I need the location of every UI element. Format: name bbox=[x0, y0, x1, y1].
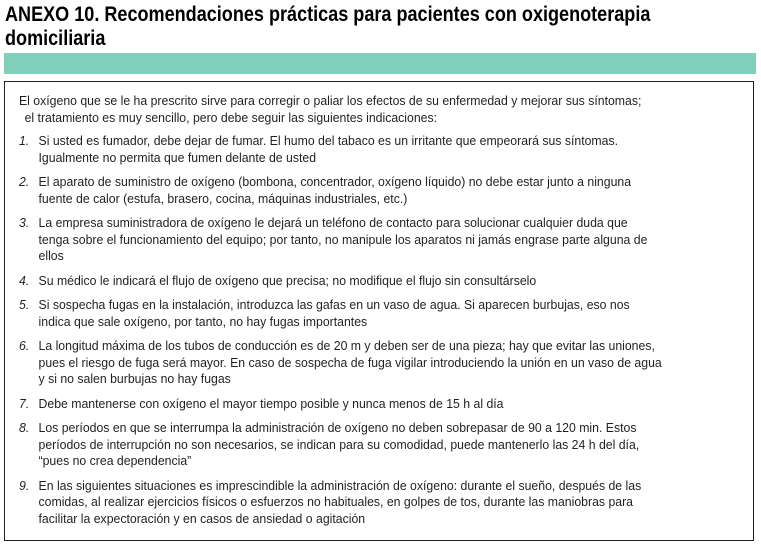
item-text-line: Su médico le indicará el flujo de oxígeno que precisa; no modifique el flujo sin consultárselo bbox=[38, 272, 537, 288]
list-item bbox=[19, 478, 707, 528]
item-text-line: facilitar la expectoración y en casos de ansiedad o agitación bbox=[38, 510, 366, 526]
item-text-line: tenga sobre el funcionamiento del equipo; por tanto, no manipule los aparatos ni jamás engrase parte alguna de bbox=[38, 231, 648, 247]
item-text-line: pues el riesgo de fuga será mayor. En caso de sospecha de fuga vigilar introduciendo la unión en un vaso de agua bbox=[38, 354, 662, 370]
list-item bbox=[19, 297, 707, 330]
item-number: 8. bbox=[19, 420, 30, 435]
page-title bbox=[5, 3, 652, 51]
item-text-line: comidas, al realizar ejercicios físicos o esfuerzos no habituales, en golpes de tos, durante las maniobras para bbox=[38, 494, 633, 509]
item-text-line: Debe mantenerse con oxígeno el mayor tiempo posible y nunca menos de 15 h al día bbox=[38, 395, 504, 411]
accent-bar bbox=[4, 53, 756, 74]
list-item bbox=[19, 133, 707, 166]
list-item bbox=[19, 174, 707, 207]
item-text-line: Igualmente no permita que fumen delante de usted bbox=[38, 149, 317, 165]
item-number: 1. bbox=[19, 133, 30, 148]
recommendation-list bbox=[19, 133, 707, 527]
item-number: 2. bbox=[19, 174, 30, 189]
item-text-line: Si usted es fumador, debe dejar de fumar. El humo del tabaco es un irritante que empeorará sus síntomas. bbox=[38, 133, 619, 148]
title-line-1: ANEXO 10. Recomendaciones prácticas para pacientes con oxigenoterapia bbox=[5, 3, 651, 26]
list-item bbox=[19, 215, 707, 265]
item-text-line: fuente de calor (estufa, brasero, cocina, máquinas industriales, etc.) bbox=[38, 190, 408, 206]
item-text-line: En las siguientes situaciones es imprescindible la administración de oxígeno: durante el sueño, después de las bbox=[38, 477, 642, 493]
item-text-line: períodos de interrupción no son necesarios, se indican para su comodidad, puede mantenerlo las 24 h del día, bbox=[38, 436, 640, 452]
recommendations-content bbox=[19, 93, 707, 535]
list-item bbox=[19, 420, 707, 470]
item-text-line: Los períodos en que se interrumpa la administración de oxígeno no deben sobrepasar de 90 a 120 min. Estos bbox=[38, 420, 637, 435]
intro-line-2: el tratamiento es muy sencillo, pero debe seguir las siguientes indicaciones: bbox=[24, 109, 438, 125]
item-number: 3. bbox=[19, 215, 30, 230]
item-number: 4. bbox=[19, 272, 30, 288]
item-text-line: “pues no crea dependencia” bbox=[38, 453, 192, 468]
item-text-line: El aparato de suministro de oxígeno (bombona, concentrador, oxígeno líquido) no debe estar junto a ninguna bbox=[38, 174, 632, 189]
item-text-line: indica que sale oxígeno, por tanto, no hay fugas importantes bbox=[38, 313, 368, 329]
list-item bbox=[19, 338, 707, 388]
item-text-line: ellos bbox=[38, 248, 64, 263]
item-number: 7. bbox=[19, 395, 30, 411]
item-text-line: y si no salen burbujas no hay fugas bbox=[38, 371, 231, 386]
item-number: 6. bbox=[19, 338, 30, 353]
intro-line-1: El oxígeno que se le ha prescrito sirve para corregir o paliar los efectos de su enfermedad y mejorar sus síntomas; bbox=[19, 93, 642, 108]
list-item bbox=[19, 396, 707, 413]
intro-paragraph bbox=[19, 93, 707, 126]
title-line-2: domiciliaria bbox=[5, 27, 106, 50]
item-text-line: La empresa suministradora de oxígeno le dejará un teléfono de contacto para solucionar cualquier duda que bbox=[38, 215, 628, 230]
item-number: 5. bbox=[19, 297, 30, 312]
list-item bbox=[19, 273, 707, 290]
item-text-line: Si sospecha fugas en la instalación, introduzca las gafas en un vaso de agua. Si aparecen burbujas, eso nos bbox=[38, 297, 630, 312]
item-number: 9. bbox=[19, 477, 30, 493]
item-text-line: La longitud máxima de los tubos de conducción es de 20 m y deben ser de una pieza; hay que evitar las uniones, bbox=[38, 338, 655, 353]
